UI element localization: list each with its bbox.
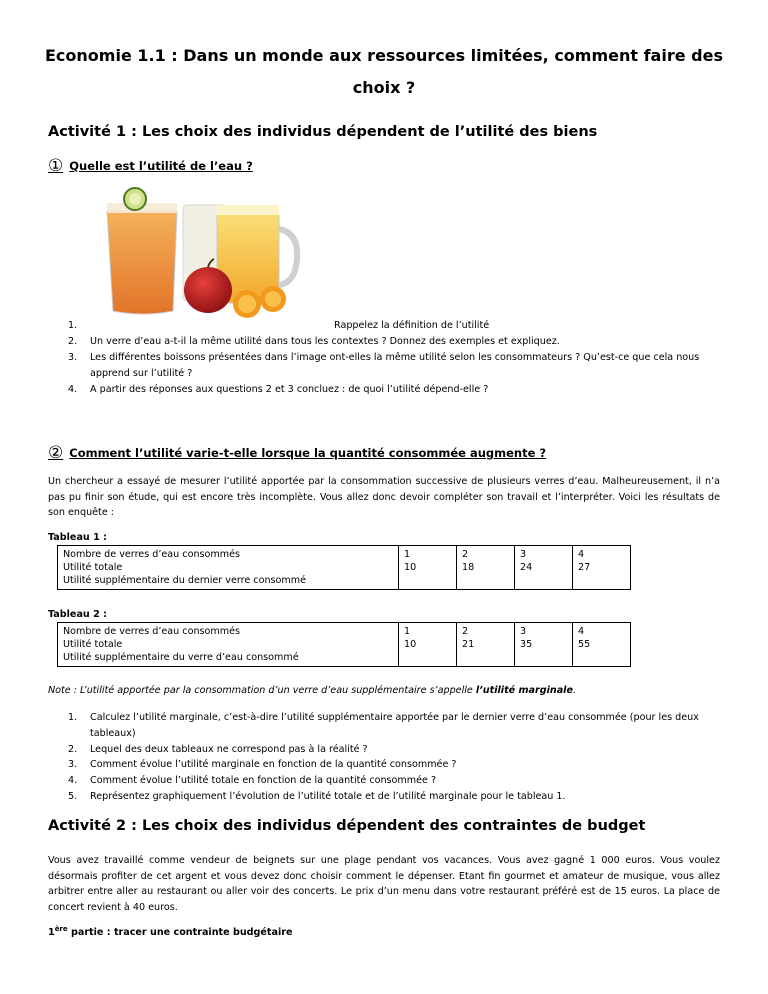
table-1-col-2: 2 18: [457, 546, 515, 590]
table-2-col-3: 3 35: [515, 623, 573, 667]
list-item: 4. A partir des réponses aux questions 2 et 3 concluez : de quoi l’utilité dépend-elle ?: [68, 384, 489, 395]
table-2-row-label-count: Nombre de verres d’eau consommés: [63, 626, 240, 637]
drinks-photo: [93, 183, 306, 321]
section-1-title: Quelle est l’utilité de l’eau ?: [69, 159, 253, 173]
table-1-col-4: 4 27: [573, 546, 631, 590]
table-2-col-2: 2 21: [457, 623, 515, 667]
list-item: 1. Calculez l’utilité marginale, c’est-à-dire l’utilité supplémentaire apportée par le dernier verre d’eau consommée (pour les deux tableaux): [68, 712, 699, 739]
section-2-intro: Un chercheur a essayé de mesurer l’utilité apportée par la consommation successive de plusieurs verres d’eau. Malheureusement, il n’a pas pu finir son étude, qui est encore très incomplète. Vous allez donc devoir compléter son travail et l’interpréter. Voici les résultats de son enquête :: [48, 476, 720, 518]
list-item: 1. Rappelez la définition de l’utilité: [68, 320, 490, 331]
list-item: 2. Un verre d’eau a-t-il la même utilité dans tous les contextes ? Donnez des exemples et expliquez.: [68, 336, 560, 347]
activity-1-heading: Activité 1 : Les choix des individus dépendent de l’utilité des biens: [48, 124, 598, 140]
table-1: [57, 545, 631, 590]
table-1-col-1: 1 10: [399, 546, 457, 590]
table-2-caption: Tableau 2 :: [48, 609, 107, 620]
list-item: 3. Les différentes boissons présentées dans l’image ont-elles la même utilité selon les consommateurs ? Qu’est-ce que cela nous apprend sur l’utilité ?: [68, 352, 700, 379]
page-title: Economie 1.1 : Dans un monde aux ressources limitées, comment faire des choix ?: [45, 46, 723, 97]
section-1-number: ①: [48, 156, 64, 176]
table-1-row-label-marginal: Utilité supplémentaire du dernier verre consommé: [63, 575, 306, 586]
table-1-row-label-total: Utilité totale: [63, 562, 123, 573]
table-2: [57, 622, 631, 667]
table-row: [58, 623, 631, 667]
list-item: 5. Représentez graphiquement l’évolution de l’utilité totale et de l’utilité marginale pour le tableau 1.: [68, 790, 566, 802]
section-2-number: ②: [48, 443, 64, 463]
table-row: [58, 546, 631, 590]
table-2-row-label-marginal: Utilité supplémentaire du verre d’eau consommé: [63, 652, 299, 663]
table-2-col-4: 4 55: [573, 623, 631, 667]
list-item: 3. Comment évolue l’utilité marginale en fonction de la quantité consommée ?: [68, 759, 457, 771]
list-item: 2. Lequel des deux tableaux ne correspond pas à la réalité ?: [68, 743, 368, 755]
part-1-heading: 1ère partie : tracer une contrainte budgétaire: [48, 925, 293, 939]
activity-2-heading: Activité 2 : Les choix des individus dépendent des contraintes de budget: [48, 818, 646, 834]
table-1-caption: Tableau 1 :: [48, 532, 107, 543]
table-2-row-label-total: Utilité totale: [63, 639, 123, 650]
activity-2-intro: Vous avez travaillé comme vendeur de beignets sur une plage pendant vos vacances. Vous avez gagné 1 000 euros. Vous voulez désormais profiter de cet argent et vous devez donc choisir comment le dépenser. Etant fin gourmet et amateur de musique, vous allez arbitrer entre aller au restaurant ou aller voir des concerts. Le prix d’un menu dans votre restaurant préféré est de 15 euros. La place de concert revient à 40 euros.: [48, 855, 720, 913]
table-2-col-1: 1 10: [399, 623, 457, 667]
table-1-col-3: 3 24: [515, 546, 573, 590]
list-item: 4. Comment évolue l’utilité totale en fonction de la quantité consommée ?: [68, 775, 437, 787]
marginal-utility-note: Note : L’utilité apportée par la consommation d’un verre d’eau supplémentaire s’appelle l’utilité marginale.: [48, 685, 577, 696]
section-1-questions: [48, 318, 720, 398]
section-2-questions: [48, 710, 720, 805]
section-2-heading: [48, 443, 546, 463]
table-1-row-label-count: Nombre de verres d’eau consommés: [63, 549, 240, 560]
section-2-title: Comment l’utilité varie-t-elle lorsque la quantité consommée augmente ?: [69, 446, 547, 460]
section-1-heading: [48, 156, 253, 176]
